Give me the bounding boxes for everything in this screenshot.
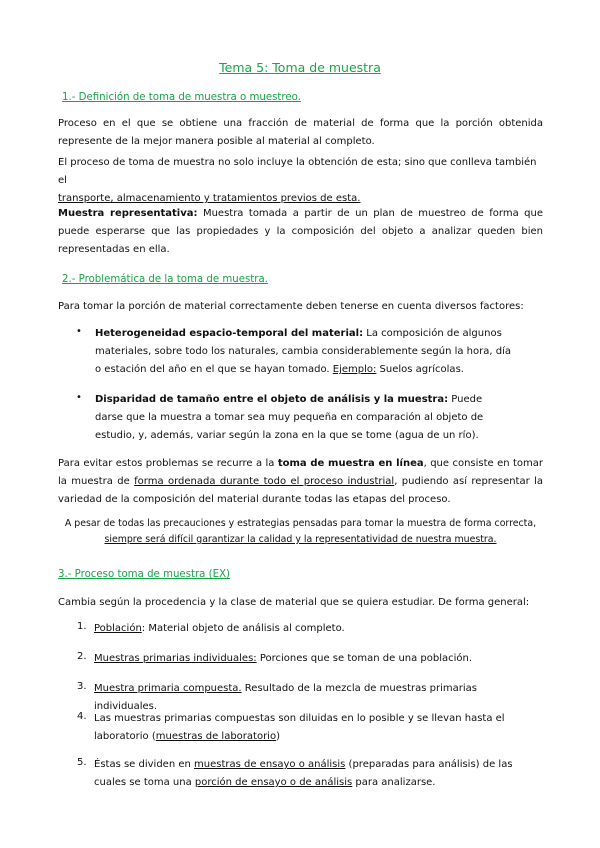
inline-sampling-text-a: Para evitar estos problemas se recurre a la [58, 458, 278, 469]
inline-sampling-paragraph [58, 455, 543, 509]
list-item-term: muestras de ensayo o análisis [194, 759, 346, 770]
list-number: 3. [77, 681, 87, 692]
list-item-text: Resultado de la mezcla de muestras primarias individuales. [94, 683, 477, 712]
process-underlined-text: transporte, almacenamiento y tratamientos previos de esta. [58, 193, 361, 204]
section-1-heading: 1.- Definición de toma de muestra o muestreo. [62, 92, 301, 103]
representative-sample-paragraph [58, 205, 543, 259]
note-underlined: siempre será difícil garantizar la calidad y la representatividad de nuestra muestra. [104, 534, 497, 545]
note-text: A pesar de todas las precauciones y estrategias pensadas para tomar la muestra de forma correcta, [64, 518, 537, 529]
list-item-individual-samples [94, 650, 540, 668]
process-intro: Cambia según la procedencia y la clase de material que se quiera estudiar. De forma general: [58, 597, 530, 608]
list-number: 5. [77, 757, 87, 768]
list-item-text: Las muestras primarias compuestas son diluidas en lo posible y se llevan hasta el laboratorio ( [94, 713, 505, 742]
list-item-lab-samples [94, 710, 540, 746]
bullet-heterogeneity-text: La composición de algunos materiales, sobre todo los naturales, cambia considerablemente según la hora, día o estación del año en el que se hayan tomado. [95, 328, 511, 375]
list-item-text: Éstas se dividen en [94, 759, 195, 770]
bullet-heterogeneity-term: Heterogeneidad espacio-temporal del material: [95, 328, 364, 339]
list-item-term: Población [94, 623, 142, 634]
list-number: 1. [77, 621, 87, 632]
representative-sample-definition: Muestra tomada a partir de un plan de muestreo de forma que puede esperarse que las propiedades y la composición del objeto a analizar queden bien representadas en ella. [58, 208, 544, 255]
example-text: Suelos agrícolas. [376, 364, 464, 375]
process-paragraph [58, 154, 543, 208]
list-item-text: para analizarse. [352, 777, 436, 788]
inline-sampling-underlined: forma ordenada durante todo el proceso industrial [134, 476, 395, 487]
representative-sample-term: Muestra representativa: [58, 208, 198, 219]
process-text: El proceso de toma de muestra no solo incluye la obtención de esta; sino que conlleva también el [58, 157, 537, 186]
section-2-heading: 2.- Problemática de la toma de muestra. [62, 274, 268, 285]
bullet-size-disparity-text: Puede darse que la muestra a tomar sea muy pequeña en comparación al objeto de estudio, y, además, variar según la zona en la que se tome (agua de un río). [95, 394, 484, 441]
list-item-term: porción de ensayo o de análisis [194, 777, 353, 788]
list-item-population [94, 620, 540, 638]
inline-sampling-term: toma de muestra en línea [277, 458, 424, 469]
list-item-text: ) [276, 731, 280, 742]
example-label: Ejemplo: [332, 364, 377, 375]
bullet-marker: • [76, 326, 82, 337]
list-item-text: Porciones que se toman de una población. [256, 653, 473, 664]
list-item-text: : Material objeto de análisis al completo. [141, 623, 345, 634]
list-item-term: muestras de laboratorio [155, 731, 277, 742]
list-item-term: Muestra primaria compuesta. [94, 683, 242, 694]
list-number: 2. [77, 651, 87, 662]
section-3-heading: 3.- Proceso toma de muestra (EX) [58, 569, 231, 580]
definition-paragraph: Proceso en el que se obtiene una fracción de material de forma que la porción obtenida represente de la mejor manera posible al material al completo. [58, 118, 543, 147]
inline-sampling-text-b: , que consiste en tomar la muestra de [58, 458, 544, 487]
list-item-term: Muestras primarias individuales: [94, 653, 257, 664]
page-title: Tema 5: Toma de muestra [219, 60, 381, 75]
list-item-text: (preparadas para análisis) de las cuales se toma una [94, 759, 513, 788]
bullet-size-disparity-term: Disparidad de tamaño entre el objeto de análisis y la muestra: [95, 394, 449, 405]
factors-intro: Para tomar la porción de material correctamente deben tenerse en cuenta diversos factores: [58, 301, 524, 312]
inline-sampling-text-c: , pudiendo así representar la variedad de la composición del material durante todas las etapas del proceso. [58, 476, 544, 505]
list-item-test-samples [94, 756, 540, 792]
bullet-heterogeneity [95, 325, 513, 379]
bullet-marker: • [76, 392, 82, 403]
note-paragraph [58, 516, 543, 548]
bullet-size-disparity [95, 391, 513, 445]
list-number: 4. [77, 711, 87, 722]
